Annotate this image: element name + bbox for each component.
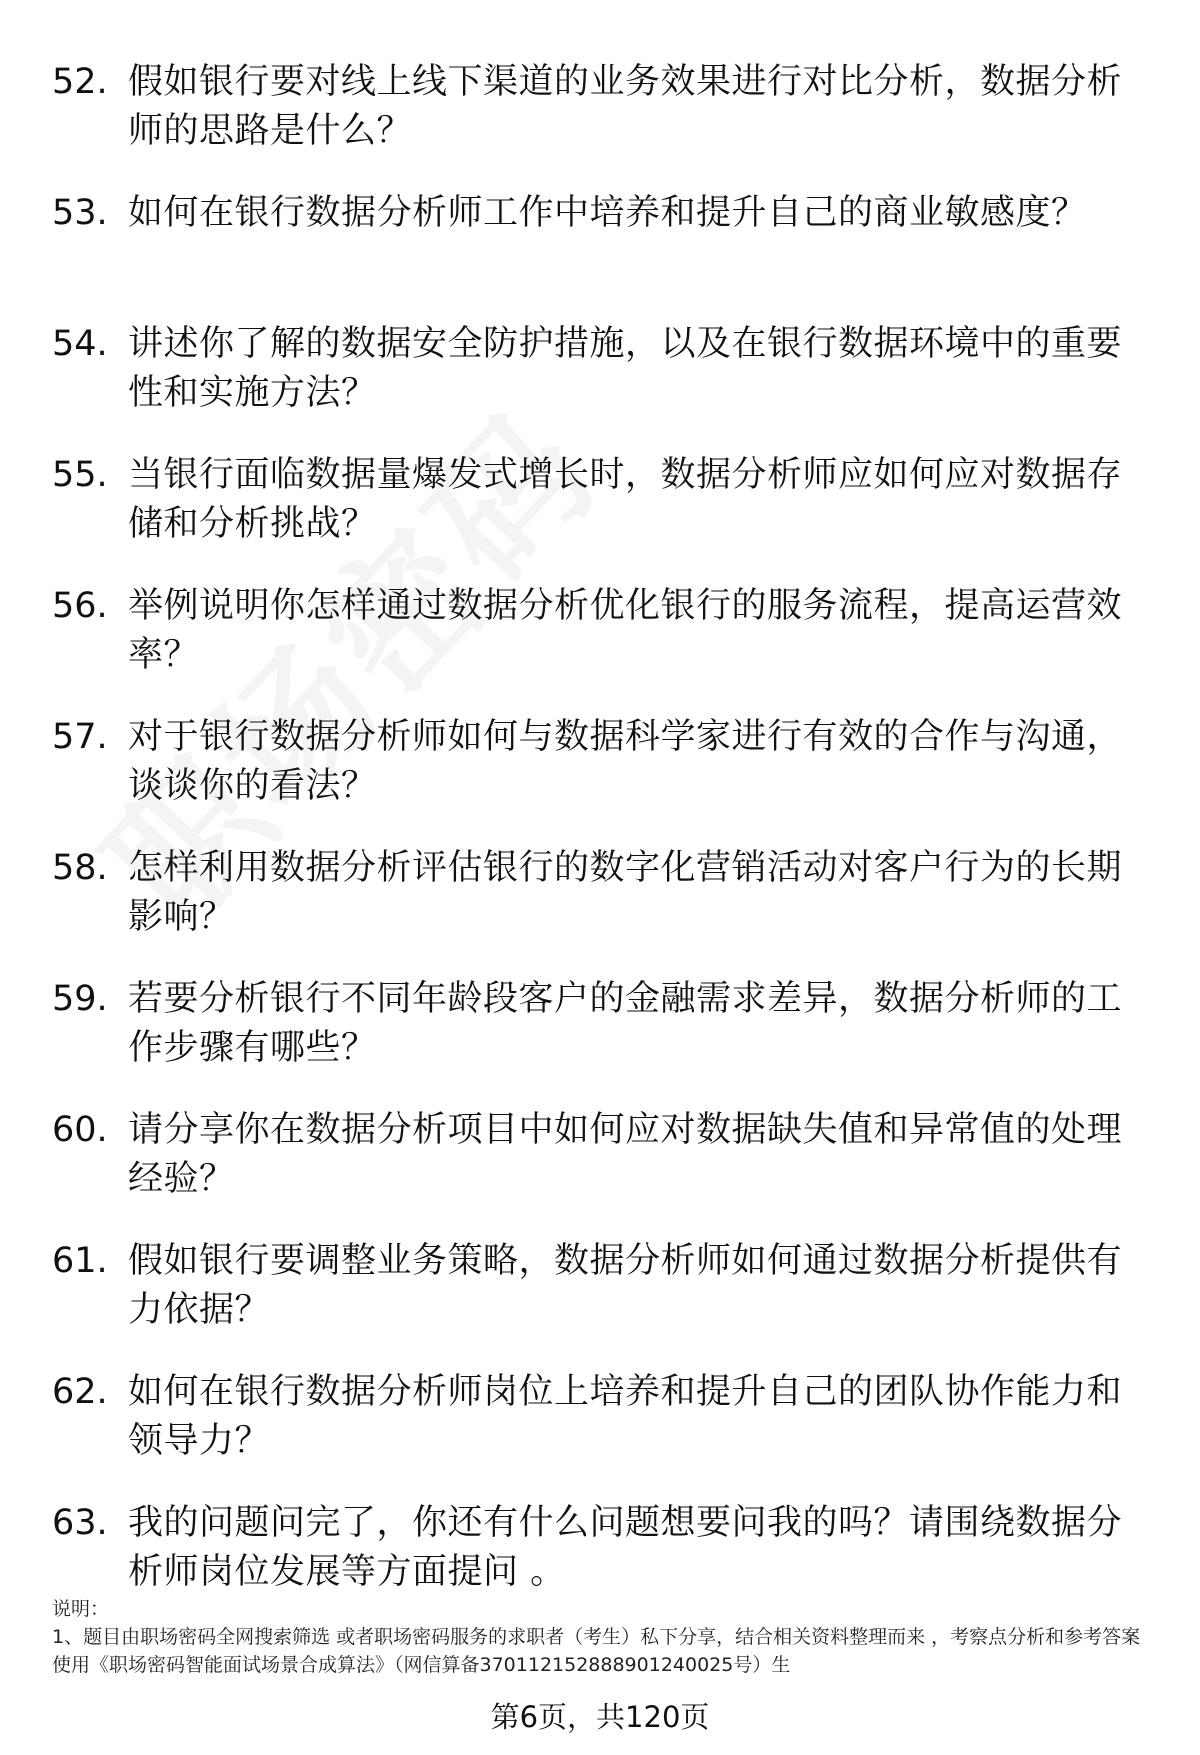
- question-text: 讲述你了解的数据安全防护措施，以及在银行数据环境中的重要性和实施方法？: [128, 324, 1123, 413]
- question-number: 59.: [52, 979, 108, 1019]
- question-item: [52, 975, 1142, 1106]
- question-item: [52, 189, 1142, 320]
- question-item: [52, 844, 1142, 975]
- question-text: 举例说明你怎样通过数据分析优化银行的服务流程，提高运营效率？: [128, 586, 1123, 675]
- question-text: 怎样利用数据分析评估银行的数字化营销活动对客户行为的长期影响？: [128, 848, 1123, 937]
- question-item: [52, 1237, 1142, 1368]
- question-list: [52, 58, 1142, 1630]
- page-number-footer: 第6页，共120页: [490, 1700, 710, 1734]
- question-number: 63.: [52, 1503, 108, 1543]
- question-text: 当银行面临数据量爆发式增长时，数据分析师应如何应对数据存储和分析挑战？: [128, 455, 1123, 544]
- question-text: 对于银行数据分析师如何与数据科学家进行有效的合作与沟通，谈谈你的看法？: [128, 717, 1123, 806]
- question-text: 我的问题问完了，你还有什么问题想要问我的吗？请围绕数据分析师岗位发展等方面提问 。: [128, 1503, 1123, 1592]
- question-number: 57.: [52, 717, 108, 757]
- question-text: 如何在银行数据分析师岗位上培养和提升自己的团队协作能力和领导力？: [128, 1372, 1123, 1461]
- notes-line-1: 1、题目由职场密码全网搜索筛选 或者职场密码服务的求职者（考生）私下分享，结合相关资料整理而来 ，考察点分析和参考答案使用《职场密码智能面试场景合成算法》（网信算备370112152888901240025号）生: [52, 1626, 1141, 1676]
- question-number: 53.: [52, 193, 108, 233]
- notes-section: [52, 1595, 1152, 1679]
- question-number: 60.: [52, 1110, 108, 1150]
- question-text: 假如银行要调整业务策略，数据分析师如何通过数据分析提供有力依据？: [128, 1241, 1123, 1330]
- question-item: [52, 1368, 1142, 1499]
- question-text: 请分享你在数据分析项目中如何应对数据缺失值和异常值的处理经验？: [128, 1110, 1123, 1199]
- question-number: 52.: [52, 62, 108, 102]
- question-item: [52, 58, 1142, 189]
- question-text: 如何在银行数据分析师工作中培养和提升自己的商业敏感度？: [128, 193, 1087, 233]
- question-number: 58.: [52, 848, 108, 888]
- question-number: 56.: [52, 586, 108, 626]
- question-text: 若要分析银行不同年龄段客户的金融需求差异，数据分析师的工作步骤有哪些？: [128, 979, 1123, 1068]
- question-item: [52, 582, 1142, 713]
- question-number: 62.: [52, 1372, 108, 1412]
- notes-heading: 说明：: [52, 1598, 110, 1620]
- question-item: [52, 451, 1142, 582]
- question-item: [52, 713, 1142, 844]
- question-number: 54.: [52, 324, 108, 364]
- question-number: 55.: [52, 455, 108, 495]
- question-item: [52, 1106, 1142, 1237]
- question-number: 61.: [52, 1241, 108, 1281]
- question-item: [52, 320, 1142, 451]
- question-text: 假如银行要对线上线下渠道的业务效果进行对比分析，数据分析师的思路是什么？: [128, 62, 1123, 151]
